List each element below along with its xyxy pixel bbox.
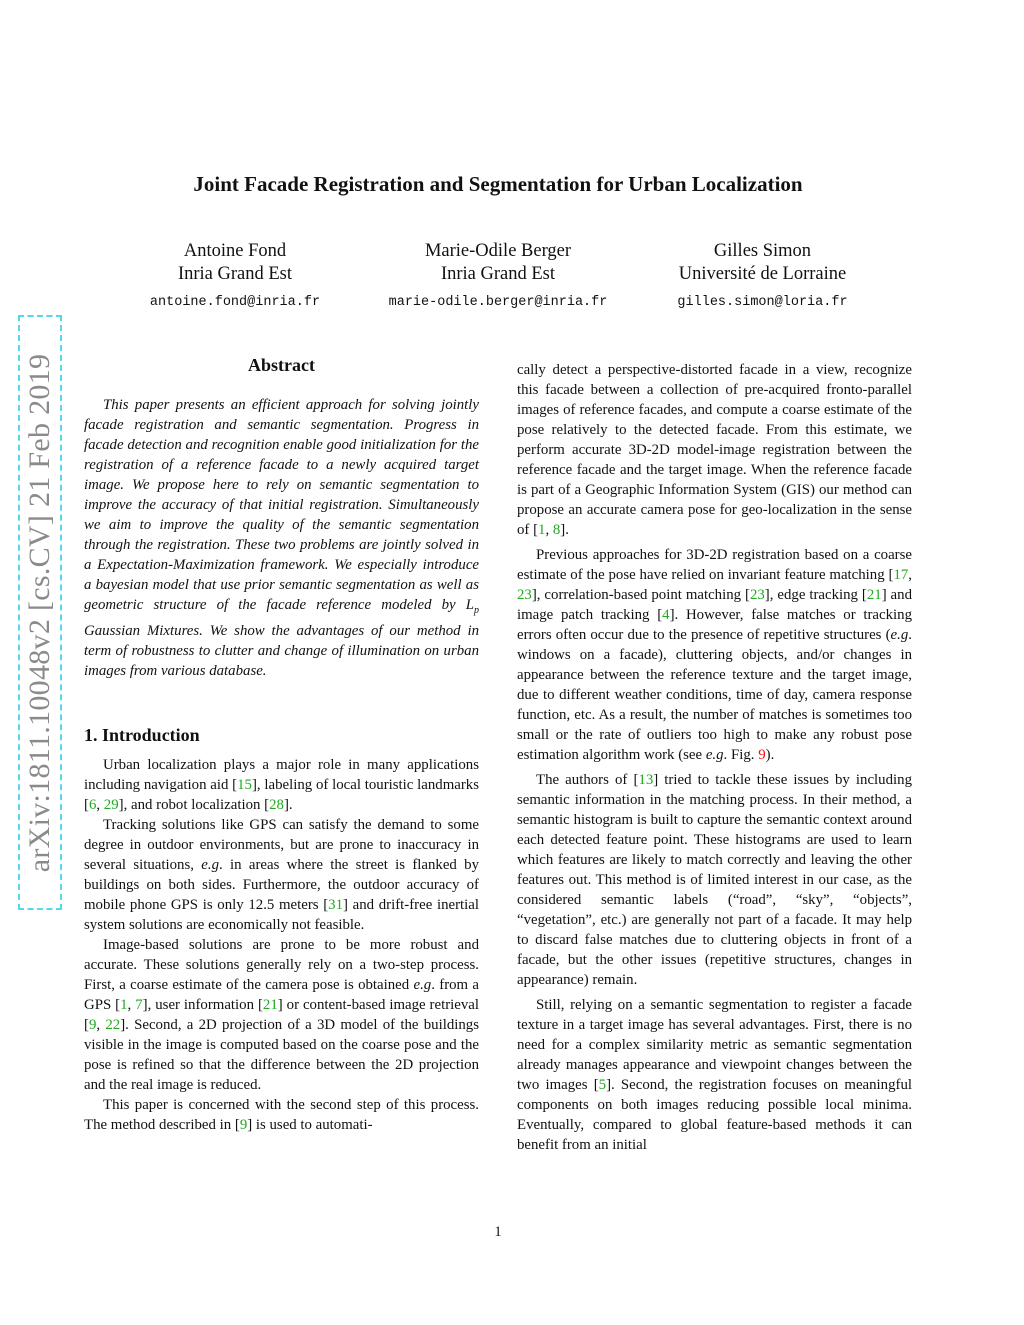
citation-link[interactable]: 7 [135, 996, 143, 1013]
citation-link[interactable]: 15 [237, 776, 252, 793]
author-block [650, 240, 875, 314]
author-affiliation: Université de Lorraine [678, 264, 847, 284]
text-run: . in areas where the street is flanked by buildings on both sides. Furthermore, the outdoor accuracy of mobile phone GPS is only 12.5 meters [ [84, 856, 479, 913]
right-column [517, 360, 912, 1155]
abstract-text-part: This paper presents an efficient approach for solving jointly facade registration and semantic segmentation. Progress in facade detection and recognition enable good initialization for the registration of a reference facade to a newly acquired target image. We propose here to rely on semantic segmentation to improve the accuracy of that initial registration. Simultaneously we aim to improve the quality of the semantic segmentation through the registration. These two problems are jointly solved in a Expectation-Maximization framework. We especially introduce a bayesian model that use prior semantic segmentation as well as geometric structure of the facade reference modeled by [84, 397, 479, 613]
text-run: , [96, 796, 104, 813]
italic-text: e.g [413, 976, 432, 993]
author-name: Marie-Odile Berger [424, 241, 572, 261]
citation-link[interactable]: 23 [517, 587, 532, 603]
citation-link[interactable]: 13 [638, 772, 654, 788]
author-email[interactable]: marie-odile.berger@inria.fr [388, 295, 608, 310]
citation-link[interactable]: 8 [552, 522, 561, 538]
citation-link[interactable]: 21 [262, 996, 278, 1013]
author-affiliation: Inria Grand Est [177, 264, 293, 284]
body-paragraph [84, 1095, 479, 1135]
text-run: ] is used to automati- [247, 1116, 373, 1133]
citation-link[interactable]: 31 [328, 896, 344, 913]
text-run: ]. [283, 796, 293, 813]
text-run: . from a GPS [ [84, 976, 479, 1013]
text-run: ], user information [ [142, 996, 263, 1013]
citation-link[interactable]: 22 [105, 1016, 121, 1033]
author-name: Gilles Simon [713, 241, 812, 261]
text-run: This paper is concerned with the second step of this process. The method described in [ [84, 1096, 479, 1133]
body-paragraph [517, 770, 912, 990]
text-run: , [908, 567, 912, 583]
italic-text: e.g [705, 747, 724, 763]
text-run: ]. Second, a 2D projection of a 3D model of the buildings visible in the image is computed based on the coarse pose and the pose is refined so that the difference between the 2D projection and the real image is reduced. [84, 1016, 480, 1093]
text-run: . Fig. [723, 747, 759, 763]
text-run: ). [765, 747, 775, 763]
left-column [84, 355, 479, 1135]
citation-link[interactable]: 21 [866, 587, 882, 603]
citation-link[interactable]: 4 [662, 607, 670, 623]
text-run: ]. [560, 522, 569, 538]
abstract-text [84, 395, 479, 681]
author-affiliation: Inria Grand Est [440, 264, 556, 284]
text-run: ], labeling of local touristic landmarks [ [84, 776, 479, 813]
abstract-heading: Abstract [248, 355, 315, 375]
citation-link[interactable]: 6 [88, 796, 97, 813]
figure-ref-link[interactable]: 9 [758, 747, 766, 763]
text-run: ]. Second, the registration focuses on meaningful components on both images reducing possible local minima. Eventually, compared to global feature-based methods it can benefit from an initial [517, 1077, 912, 1153]
citation-link[interactable]: 23 [749, 587, 765, 603]
author-name: Antoine Fond [183, 241, 287, 261]
text-run: ] tried to tackle these issues by including semantic information in the matching process. In their method, a semantic histogram is built to capture the semantic context around each detected feature point. These histograms are used to learn which features are likely to match correctly and leaving the other features out. This method is of limited interest in our case, as the considered semantic labels (“road”, “sky”, “objects”, “vegetation”, etc.) are generally not part of a facade. It may help to discard false matches due to cluttering objects in front of a facade, but the other issues (repetitive structures, changes in appearance) remain. [517, 772, 912, 988]
author-email[interactable]: gilles.simon@loria.fr [677, 295, 848, 310]
body-paragraph [84, 755, 479, 815]
abstract-text-part: Gaussian Mixtures. We show the advantages of our method in term of robustness to clutter and change of illumination on urban images from various database. [84, 622, 479, 679]
text-run: , [96, 1016, 106, 1033]
author-block [368, 240, 628, 314]
body-paragraph [517, 995, 912, 1155]
left-body [84, 755, 479, 1135]
math-symbol: $L_p$ [465, 597, 479, 616]
author-email[interactable]: antoine.fond@inria.fr [149, 295, 321, 310]
body-paragraph [517, 545, 912, 765]
citation-link[interactable]: 9 [88, 1016, 97, 1033]
text-run: . windows on a facade), cluttering objects, and/or changes in appearance between the reference texture and the target image, due to different weather conditions, time of day, camera response function, etc. As a result, the number of matches is sometimes too small or the rate of outliers too high to make any robust pose estimation algorithm work (see [517, 627, 912, 763]
citation-link[interactable]: 1 [120, 996, 128, 1013]
text-run: ] or content-based image retrieval [ [84, 996, 480, 1033]
citation-link[interactable]: 29 [103, 796, 119, 813]
text-run: ] and image patch tracking [ [517, 587, 912, 623]
text-run: cally detect a perspective-distorted facade in a view, recognize this facade between a collection of pre-acquired fronto-parallel images of reference facades, and compute a coarse estimate of the pose relatively to the detected facade. From this estimate, we perform accurate 3D-2D model-image registration between the reference facade and the target image. When the reference facade is part of a Geographic Information System (GIS) our method can propose an accurate camera pose for geo-localization in the sense of [ [517, 362, 912, 538]
body-paragraph [84, 935, 479, 1095]
text-run: The authors of [ [536, 772, 639, 788]
citation-link[interactable]: 1 [538, 522, 546, 538]
page-number: 1 [494, 1224, 502, 1240]
body-paragraph [84, 815, 479, 935]
author-block [130, 240, 340, 314]
text-run: ], correlation-based point matching [ [531, 587, 750, 603]
italic-text: e.g [201, 856, 219, 873]
text-run: Urban localization plays a major role in many applications including navigation aid [ [84, 756, 479, 793]
section-heading-introduction: 1. Introduction [84, 724, 200, 745]
citation-link[interactable]: 9 [239, 1116, 248, 1133]
citation-link[interactable]: 17 [893, 567, 909, 583]
paper-title: Joint Facade Registration and Segmentation for Urban Localization [193, 172, 803, 196]
arxiv-stamp [18, 315, 62, 910]
text-run: ] and drift-free inertial system solutions are economically not feasible. [84, 896, 479, 933]
text-run: Image-based solutions are prone to be more robust and accurate. These solutions generally rely on a two-step process. First, a coarse estimate of the camera pose is obtained [84, 936, 479, 993]
body-paragraph [517, 360, 912, 540]
text-run: Previous approaches for 3D-2D registration based on a coarse estimate of the pose have relied on invariant feature matching [ [517, 547, 912, 583]
text-run: , [127, 996, 136, 1013]
text-run: ], edge tracking [ [764, 587, 867, 603]
citation-link[interactable]: 28 [269, 796, 284, 813]
text-run: , [545, 522, 553, 538]
text-run: Tracking solutions like GPS can satisfy the demand to some degree in outdoor environments, but are prone to inaccuracy in several situations, [84, 816, 479, 873]
text-run: ]. However, false matches or tracking errors often occur due to the presence of repetitive structures ( [517, 607, 912, 643]
text-run: Still, relying on a semantic segmentation to register a facade texture in a target image has several advantages. First, there is no need for a complex similarity metric as semantic segmentation already manages appearance and viewpoint changes between the two images [ [517, 997, 912, 1093]
text-run: ], and robot localization [ [118, 796, 270, 813]
italic-text: e.g [890, 627, 909, 643]
arxiv-stamp-text: arXiv:1811.10048v2 [cs.CV] 21 Feb 2019 [23, 353, 56, 872]
citation-link[interactable]: 5 [598, 1077, 607, 1093]
